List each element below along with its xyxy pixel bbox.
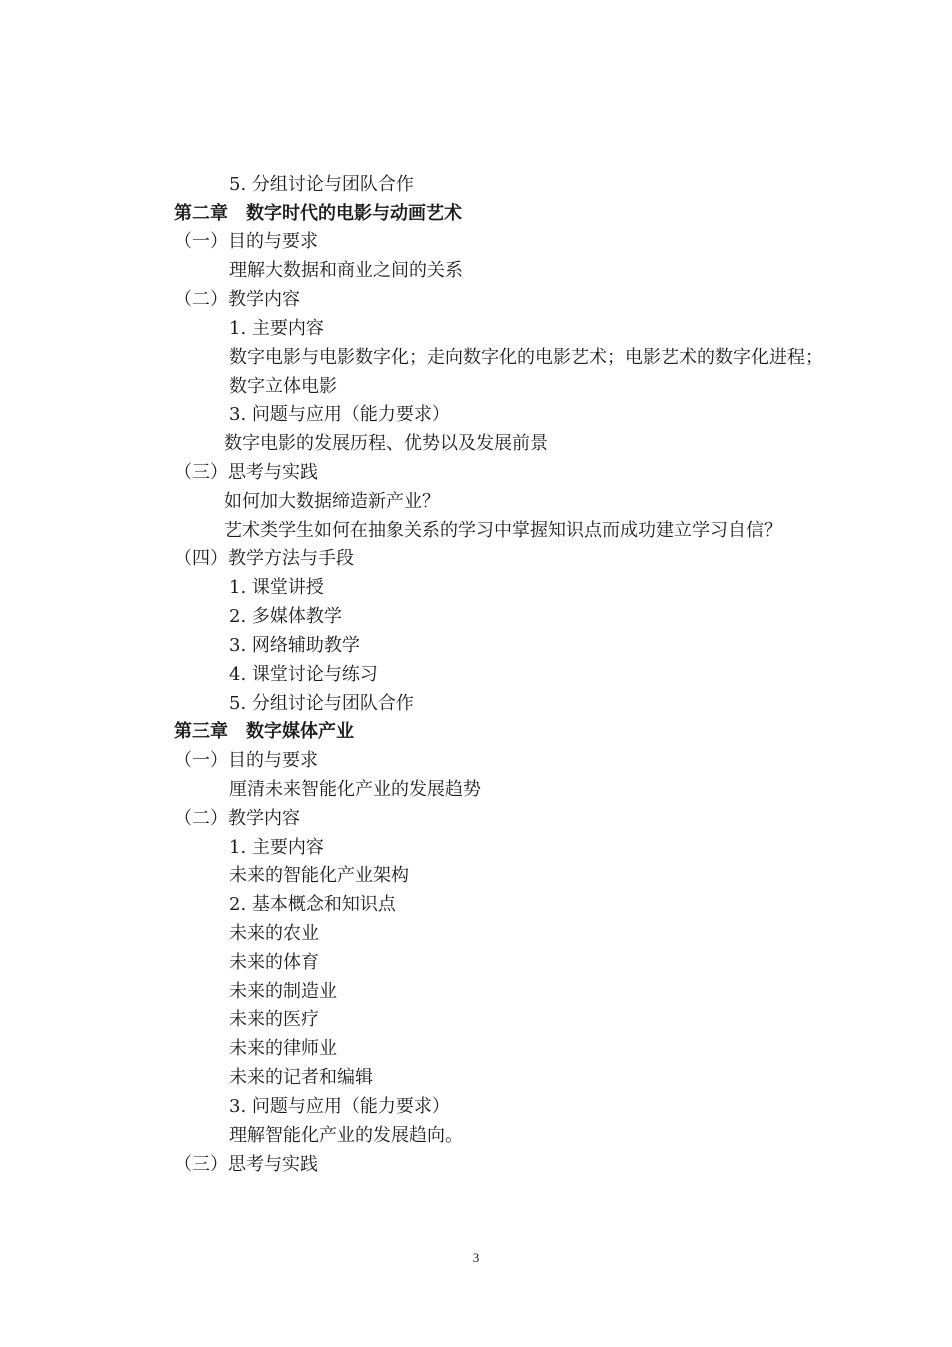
paragraph: 厘清未来智能化产业的发展趋势 <box>229 779 481 800</box>
list-item: 5. 分组讨论与团队合作 <box>229 693 414 714</box>
section-heading: （四）教学方法与手段 <box>174 548 354 569</box>
paragraph: 未来的律师业 <box>229 1038 337 1059</box>
section-heading: （三）思考与实践 <box>174 462 318 483</box>
section-heading: （二）教学内容 <box>174 289 300 310</box>
list-item: 3. 问题与应用（能力要求） <box>229 404 450 425</box>
paragraph: 如何加大数据缔造新产业？ <box>224 491 440 512</box>
paragraph: 理解大数据和商业之间的关系 <box>229 260 463 281</box>
paragraph: 未来的制造业 <box>229 981 337 1002</box>
paragraph: 艺术类学生如何在抽象关系的学习中掌握知识点而成功建立学习自信？ <box>224 520 782 541</box>
paragraph: 未来的体育 <box>229 952 319 973</box>
paragraph: 数字电影与电影数字化；走向数字化的电影艺术；电影艺术的数字化进程； <box>229 347 823 368</box>
list-item: 5. 分组讨论与团队合作 <box>229 174 414 195</box>
list-item: 2. 基本概念和知识点 <box>229 894 396 915</box>
paragraph: 未来的医疗 <box>229 1009 319 1030</box>
list-item: 3. 问题与应用（能力要求） <box>229 1096 450 1117</box>
section-heading: （二）教学内容 <box>174 808 300 829</box>
section-heading: （一）目的与要求 <box>174 231 318 252</box>
list-item: 1. 主要内容 <box>229 837 324 858</box>
paragraph: 数字立体电影 <box>229 376 337 397</box>
paragraph: 数字电影的发展历程、优势以及发展前景 <box>224 433 548 454</box>
list-item: 4. 课堂讨论与练习 <box>229 664 378 685</box>
list-item: 2. 多媒体教学 <box>229 606 342 627</box>
paragraph: 未来的智能化产业架构 <box>229 865 409 886</box>
chapter-heading: 第三章 数字媒体产业 <box>174 721 354 742</box>
chapter-heading: 第二章 数字时代的电影与动画艺术 <box>174 203 462 224</box>
list-item: 1. 课堂讲授 <box>229 577 324 598</box>
paragraph: 未来的记者和编辑 <box>229 1067 373 1088</box>
paragraph: 未来的农业 <box>229 923 319 944</box>
list-item: 3. 网络辅助教学 <box>229 635 360 656</box>
section-heading: （一）目的与要求 <box>174 750 318 771</box>
page-number: 3 <box>472 1250 480 1265</box>
section-heading: （三）思考与实践 <box>174 1154 318 1175</box>
paragraph: 理解智能化产业的发展趋向。 <box>229 1125 463 1146</box>
list-item: 1. 主要内容 <box>229 318 324 339</box>
